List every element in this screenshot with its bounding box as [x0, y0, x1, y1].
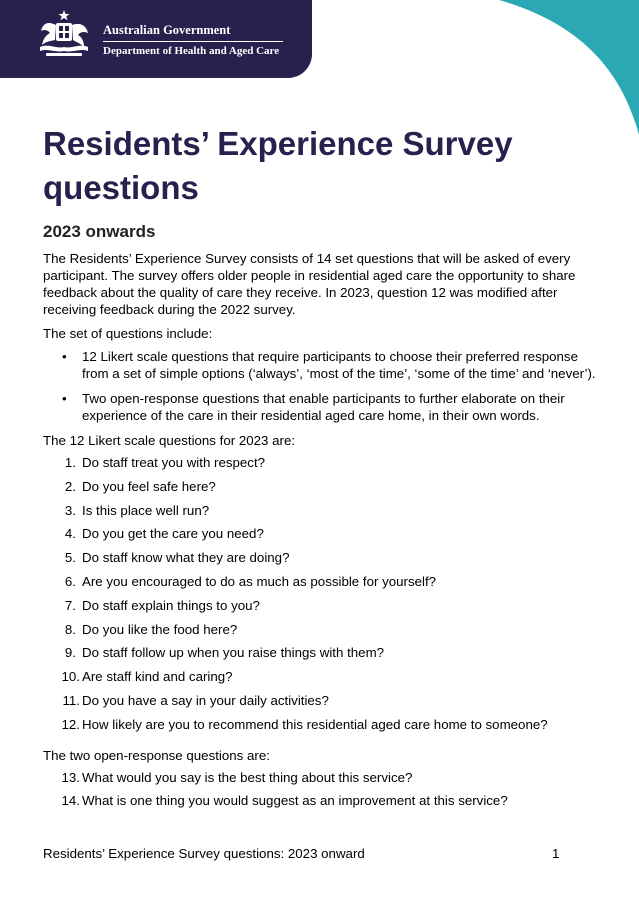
government-banner	[0, 0, 312, 78]
list-item	[43, 668, 603, 692]
list-item	[43, 478, 603, 502]
page-subtitle: 2023 onwards	[43, 222, 156, 241]
list-item	[43, 502, 603, 526]
corner-decoration	[499, 0, 639, 135]
department-name: Department of Health and Aged Care	[103, 45, 280, 57]
question-number: 13.	[61, 769, 80, 785]
bullet-item: • Two open-response questions that enable participants to further elaborate on their experience of the care in their residential aged care home, in their own words.	[43, 390, 603, 424]
question-text: Do staff follow up when you raise things with them?	[82, 645, 385, 661]
list-item	[43, 644, 603, 668]
question-text: Do staff treat you with respect?	[82, 455, 266, 470]
bullet-item: • 12 Likert scale questions that require participants to choose their preferred response from a set of simple options (‘always’, ‘most of the time’, ‘some of the time’ and ‘never’).	[43, 348, 603, 382]
open-intro: The two open-response questions are:	[43, 747, 270, 763]
question-number: 11.	[62, 692, 80, 708]
list-item	[43, 692, 603, 716]
question-number: 7.	[64, 597, 76, 613]
intro-paragraph: The Residents’ Experience Survey consists of 14 set questions that will be asked of every participant. The survey offers older people in residential aged care the opportunity to share feedback about the quality of care they receive. In 2023, question 12 was modified after receiving feedback during the 2022 survey.	[43, 251, 576, 317]
page-number: 1	[552, 846, 560, 861]
list-item	[43, 454, 603, 478]
question-number: 12.	[61, 716, 80, 732]
question-text: Do you get the care you need?	[82, 526, 264, 542]
list-item	[43, 769, 603, 793]
banner-divider	[103, 41, 283, 42]
list-item	[43, 792, 603, 816]
likert-question-list	[43, 454, 603, 740]
question-text: Do staff know what they are doing?	[82, 550, 290, 566]
question-number: 9.	[64, 645, 76, 661]
bullet-list	[43, 348, 603, 424]
government-name: Australian Government	[103, 23, 231, 37]
footer-text: Residents’ Experience Survey questions: 2023 onward	[43, 846, 365, 861]
question-text: Do you like the food here?	[82, 621, 238, 637]
question-text: Is this place well run?	[82, 502, 210, 518]
question-text: What would you say is the best thing about this service?	[82, 769, 413, 785]
question-number: 14.	[61, 793, 80, 809]
question-number: 3.	[64, 502, 76, 518]
question-text: Do you have a say in your daily activities?	[82, 692, 329, 708]
question-number: 4.	[64, 526, 76, 542]
list-item	[43, 525, 603, 549]
coat-of-arms-icon	[34, 9, 94, 59]
question-text: Are you encouraged to do as much as possible for yourself?	[82, 573, 437, 589]
list-item	[43, 573, 603, 597]
question-text: How likely are you to recommend this residential aged care home to someone?	[82, 716, 548, 732]
list-item	[43, 621, 603, 645]
set-intro: The set of questions include:	[43, 326, 213, 341]
question-text: What is one thing you would suggest as an improvement at this service?	[82, 793, 508, 809]
question-number: 6.	[64, 573, 76, 589]
list-item	[43, 549, 603, 573]
likert-intro: The 12 Likert scale questions for 2023 are:	[43, 433, 296, 448]
list-item	[43, 597, 603, 621]
question-number: 8.	[64, 621, 76, 637]
page-title: Residents’ Experience Survey questions	[43, 125, 513, 206]
question-number: 1.	[64, 455, 76, 470]
question-text: Are staff kind and caring?	[82, 669, 233, 685]
open-question-list	[43, 769, 603, 817]
list-item	[43, 716, 603, 740]
question-number: 2.	[64, 478, 76, 494]
question-text: Do staff explain things to you?	[82, 597, 260, 613]
document-body	[43, 250, 603, 823]
question-text: Do you feel safe here?	[82, 478, 216, 494]
question-number: 10.	[61, 669, 80, 685]
question-number: 5.	[64, 550, 76, 566]
